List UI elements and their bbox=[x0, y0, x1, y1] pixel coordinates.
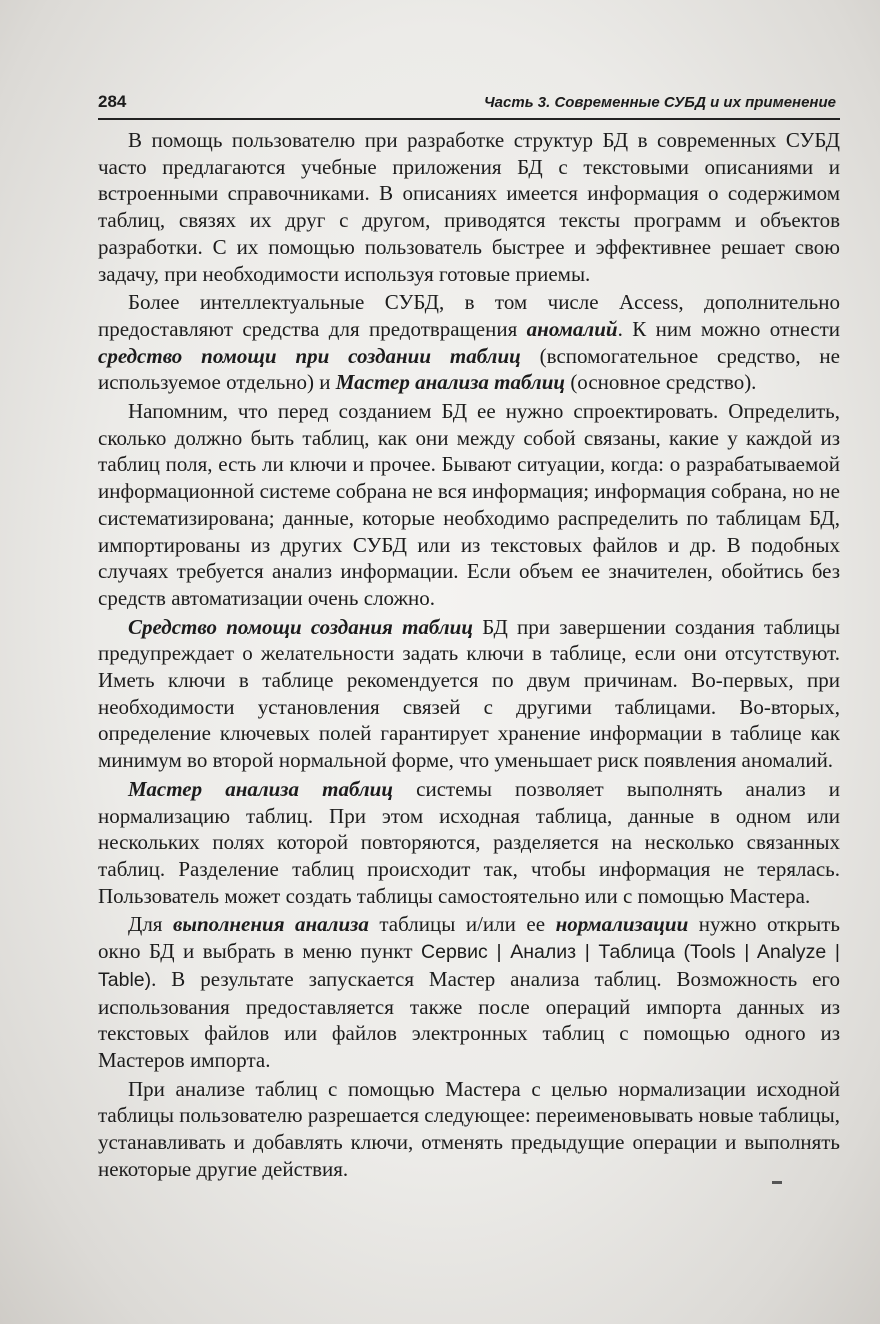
paragraph-1: В помощь пользователю при разработке структур БД в современных СУБД часто предлагаются учебные приложения БД с текстовыми описаниями и встроенными справочниками. В описаниях имеется информация о содержимом таблиц, связях их друг с другом, приводятся тексты программ и объектов разработки. С их помощью пользователь быстрее и эффективнее решает свою задачу, при необходимости используя готовые приемы. bbox=[98, 128, 840, 286]
paragraph-6-text-1: Для bbox=[128, 912, 173, 937]
paragraph-2-text-2: . К ним можно отнести bbox=[617, 316, 840, 341]
page-header bbox=[98, 92, 840, 120]
paragraph-6-text-3: нужно открыть окно БД и выбрать в меню пункт bbox=[98, 912, 840, 964]
paragraph-6 bbox=[98, 911, 840, 1073]
end-mark: ▬ bbox=[772, 1176, 782, 1187]
paragraph-4-lead-term: Средство помощи создания таблиц bbox=[128, 614, 474, 639]
term-table-creation-helper: средство помощи при создании таблиц bbox=[98, 343, 521, 368]
menu-path: Сервис | Анализ | Таблица (Tools | Analyze | Table) bbox=[98, 941, 840, 991]
term-anomalies: аномалий bbox=[526, 316, 618, 341]
paragraph-3: Напомним, что перед созданием БД ее нужно спроектировать. Определить, сколько должно быть таблиц, как они между собой связаны, какие у каждой из таблиц поля, есть ли ключи и прочее. Бывают ситуации, когда: о разрабатываемой информационной системе собрана не вся информация; информация собрана, но не систематизирована; данные, которые необходимо распределить по таблицам БД, импортированы из других СУБД или из текстовых файлов и др. В подобных случаях требуется анализ информации. Если объем ее значителен, обойтись без средств автоматизации очень сложно. bbox=[98, 399, 840, 610]
paragraph-6-text-4: . В результате запускается Мастер анализа таблиц. Возможность его использования предоставляется также после операций импорта данных из текстовых файлов или файлов электронных таблиц с помощью одного из Мастеров импорта. bbox=[98, 966, 840, 1072]
paragraph-2-text-4: (основное средство). bbox=[565, 370, 757, 395]
paragraph-6-text-2: таблицы и/или ее bbox=[368, 912, 556, 937]
paragraph-5-text: системы позволяет выполнять анализ и нормализацию таблиц. При этом исходная таблица, данные в одном или нескольких полях которой повторяются, разделяется на несколько связанных таблиц. Разделение таблиц происходит так, чтобы информация не терялась. Пользователь может создать таблицы самостоятельно или с помощью Мастера. bbox=[98, 776, 840, 908]
paragraph-7: При анализе таблиц с помощью Мастера с целью нормализации исходной таблицы пользователю разрешается следующее: переименовывать новые таблицы, устанавливать и добавлять ключи, отменять предыдущие операции и выполнять некоторые другие действия. bbox=[98, 1076, 840, 1181]
term-table-analyzer-wizard: Мастер анализа таблиц bbox=[335, 370, 566, 395]
paragraph-4 bbox=[98, 614, 840, 774]
paragraph-2 bbox=[98, 289, 840, 396]
paragraph-2-text-1: Более интеллектуальные СУБД, в том числе Access, дополнительно предоставляют средства для предотвращения bbox=[98, 290, 840, 341]
paragraph-2-text-3: (вспомогательное средство, не используемое отдельно) и bbox=[98, 343, 840, 395]
paragraph-5 bbox=[98, 776, 840, 910]
body-text bbox=[98, 127, 840, 1184]
term-normalization: нормализации bbox=[555, 912, 689, 937]
term-analysis: выполнения анализа bbox=[172, 912, 369, 937]
page-number: 284 bbox=[98, 92, 127, 111]
paragraph-5-lead-term: Мастер анализа таблиц bbox=[128, 776, 394, 801]
running-title: Часть 3. Современные СУБД и их применение bbox=[484, 94, 836, 111]
paragraph-4-text: БД при завершении создания таблицы предупреждает о желательности задать ключи в таблице, если они отсутствуют. Иметь ключи в таблице рекомендуется по двум причинам. Во-первых, при необходимости установления связей с другими таблицами. Во-вторых, определение ключевых полей гарантирует хранение информации в таблице как минимум во второй нормальной форме, что уменьшает риск появления аномалий. bbox=[98, 614, 840, 773]
